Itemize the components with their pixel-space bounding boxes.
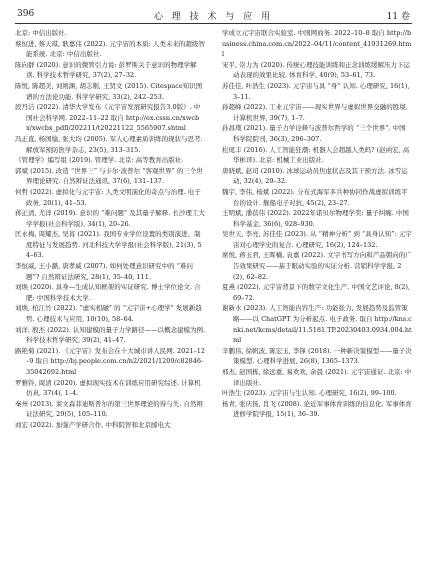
journal-title: 心 理 技 术 与 应 用 xyxy=(153,12,274,22)
page-header xyxy=(15,5,412,24)
reference-entry: 《管理学》编写组 (2019). 管理学. 北京: 高等教育出版社. xyxy=(15,156,184,165)
reference-entry: 唐晓斌, 赵司 (2010). 冰球运动员焦虑状态及其干预方法. 冰雪运动, 32(4), 29–32. xyxy=(222,166,408,186)
reference-entry: 蒋正清, 尤洋 (2019). 意识的 “难问题” 及其量子解释. 长沙理工大学学报(社会科学版), 34(1), 20–26. xyxy=(15,209,205,228)
reference-entry: 商宏 (2022). 加强产学研合作, 中科院智和北京邮电大 xyxy=(15,420,171,429)
reference-entry: 陈悦, 陈超美, 刘则渊, 胡志刚, 王贤文 (2015). Citespace知识图谱的方法论功能. 科学学研究, 33(2), 242–253. xyxy=(15,81,203,101)
page-number: 396 xyxy=(17,9,35,19)
reference-entry: 学成立元宇宙联合实验室. 中国网商务. 2022–10–8 取自 http://business.china.com.cn/2022–04/11/content_41931269.html xyxy=(222,29,412,59)
reference-entry: 夏燕 (2022). 元宇宙背景下的数字文化生产. 中国文艺评论, 8(2), 69–72. xyxy=(222,283,410,302)
volume-label: 11 卷 xyxy=(386,12,410,22)
reference-entry: 李恒威, 王小潞, 唐孝威 (2007). 如何处理意识研究中的 “难问题”? 自然辩证法研究, 28(1), 35–40, 111. xyxy=(15,262,193,281)
reference-entry: 秦州 (2013). 莱文森菲迪斯普尔的第三世界理论的得与失. 自然辩证法研究, 29(5), 105–110. xyxy=(15,399,203,419)
reference-entry: 何哲 (2022). 虚拟化与元宇宙: 人类文明演化的奇点与治理. 电子政务, 20(1), 41–53. xyxy=(15,187,201,207)
reference-entry: 邢杰, 赵国栋, 徐远重, 易欢欢, 余晨 (2021). 元宇宙通证. 北京: 中译出版社. xyxy=(222,368,412,387)
left-reference-column xyxy=(15,28,205,431)
reference-entry: 孙超峰 (2022). 工业元宇宙——现实世界与虚拟世界交融的胜境. 计算机世界, 39(7), 1–7. xyxy=(222,103,408,122)
reference-entry: 叶浩生 (2023). 元宇宙与生认知. 心理研究, 16(2), 99–100. xyxy=(222,389,397,398)
reference-entry: 苏佳佳, 叶浩生 (2023). 元宇宙与具 “身” 认知. 心理研究, 16(1), 3–11. xyxy=(222,81,410,101)
reference-entry: 冯正直, 杨国愉, 张大均 (2005). 军人心理素质训练的现状与思考. 解放军预防医学杂志, 23(5), 313–315. xyxy=(15,134,203,154)
reference-entry: 王明斌, 潘蓓伟 (2022). 2022年诺贝尔物理学奖: 量子纠缠. 中国科学基金, 36(6), 928–930. xyxy=(222,209,409,228)
reference-entry: 刘焕 (2020). 具身—生成认知框架的实证研究. 博士学位论文. 合肥: 中国科学技术大学. xyxy=(15,283,201,302)
reference-entry: 蔡恒进, 蔡天琪, 耿嘉伟 (2022). 元宇宙的本质: 人类未来的超级智能系统. 北京: 中信出版社. xyxy=(15,39,205,59)
reference-entry: 陈向群 (2020). 意识的微管引力说: 彭罗斯关于意识的物理学解读. 科学技术哲学研究, 37(2), 27–32. xyxy=(15,60,197,80)
reference-entry: 郭斌 (2015). 改造 “世界三” 与卡尔·波普尔 “客观世界” 的三个世界理论研究. 自然辩证法通讯, 37(6), 131–137. xyxy=(15,166,203,186)
reference-entry: 刘焕, 柏江竹 (2022). “虚实相融” 的 “元宇宙+心理学” 发展新趋势. 心理技术与应用, 10(10), 58–64. xyxy=(15,304,202,324)
reference-entry: 松尾丰 (2016). 人工智能狂潮: 机器人会超越人类吗? (赵函宏, 高华彬译). 北京: 机械工业出版社. xyxy=(222,145,410,165)
reference-entry: 辛鹏伟, 徐帆波, 陈宏玉, 李锋 (2018). 一种新决策模型——量子决策模型. 心理科学进展, 26(8), 1365–1373. xyxy=(222,346,412,366)
reference-entry: 罗雅铃, 周清 (2020). 虚拟现实技术在训练应用研究综述. 计算机仿真, 37(4), 1–4. xyxy=(15,378,201,398)
reference-entry: 席悦, 蒋玉君, 王晖楠, 袁嘉 (2022). 文字书写方向和产品朝向的广告效果研究——基于眼动实验的实证分析. 营销科学学报, 2(2), 62–82. xyxy=(222,251,412,281)
reference-entry: 匡永梅, 周耀杰, 吴苒 (2021). 我国专业学位设置的类别演进、制度特征与发展趋势. 河北科技大学学报(社会科学版), 21(3), 54–63. xyxy=(15,230,202,260)
reference-entry: 魏宇, 李伟, 杨斌 (2022). 分布式海军多兵种协同作战虚拟训练平台的设计. 舰船电子对抗, 45(2), 23–27. xyxy=(222,187,408,207)
reference-entry: 宋平, 崇力为 (2020). 传统心理技能训练和正念训练缓解压力下运动表现的效果比较. 体育科学, 40(9), 53–61, 73. xyxy=(222,60,410,80)
reference-entry: 吴世天, 李亮, 苏佳佳 (2023). 从 “精神分析” 到 “具身认知”: 元宇宙对心理学史的复合. 心理研究, 16(2), 124–132. xyxy=(222,230,412,249)
reference-entry: 孙昌璞 (2021). 量子力学诠释与波普尔哲学的 “三个世界”. 中国科学院院刊, 36(3), 296–307. xyxy=(222,124,406,143)
reference-entry: 谢新水 (2023). 人工智能内容生产: 功能张力, 发展趋势及监管策略——以 ChatGPT 为分析起点. 电子政务. 取自 http://kns.cnki.net/kcms/detail/11.5181.TP.20230403.0934.004.html xyxy=(222,304,412,345)
reference-entry: 路艳菊 (2021). 《元宇宙》发布会在十大城市讲人民网. 2021–12–9 取自 http://bj.people.com.cn/n2/2021/1209/c82846-35042692.html xyxy=(15,346,206,376)
reference-entry: 杨青, 张庆扬, 肖飞 (2008). 论近军事体育训练的信息化. 军事体育进修学院学报, 15(1), 36–39. xyxy=(222,399,412,419)
reference-entry: 刘洋, 殷杰 (2022). 认知建模的量子力学路径——以概念建模为例. 科学技术哲学研究, 39(2), 41–47. xyxy=(15,325,206,345)
right-reference-column xyxy=(222,28,412,420)
reference-entry: 北京: 中信出版社. xyxy=(15,29,67,37)
reference-entry: 段丹洁 (2022). 清华大学发布《元宇宙发展研究报告3.0版》. 中国社会科学网. 2022–11–22 取自 http://ex.cssn.cn/xwcbx/xwcbx_pdfl/202211/t20221122_5565907.shtml xyxy=(15,103,201,133)
